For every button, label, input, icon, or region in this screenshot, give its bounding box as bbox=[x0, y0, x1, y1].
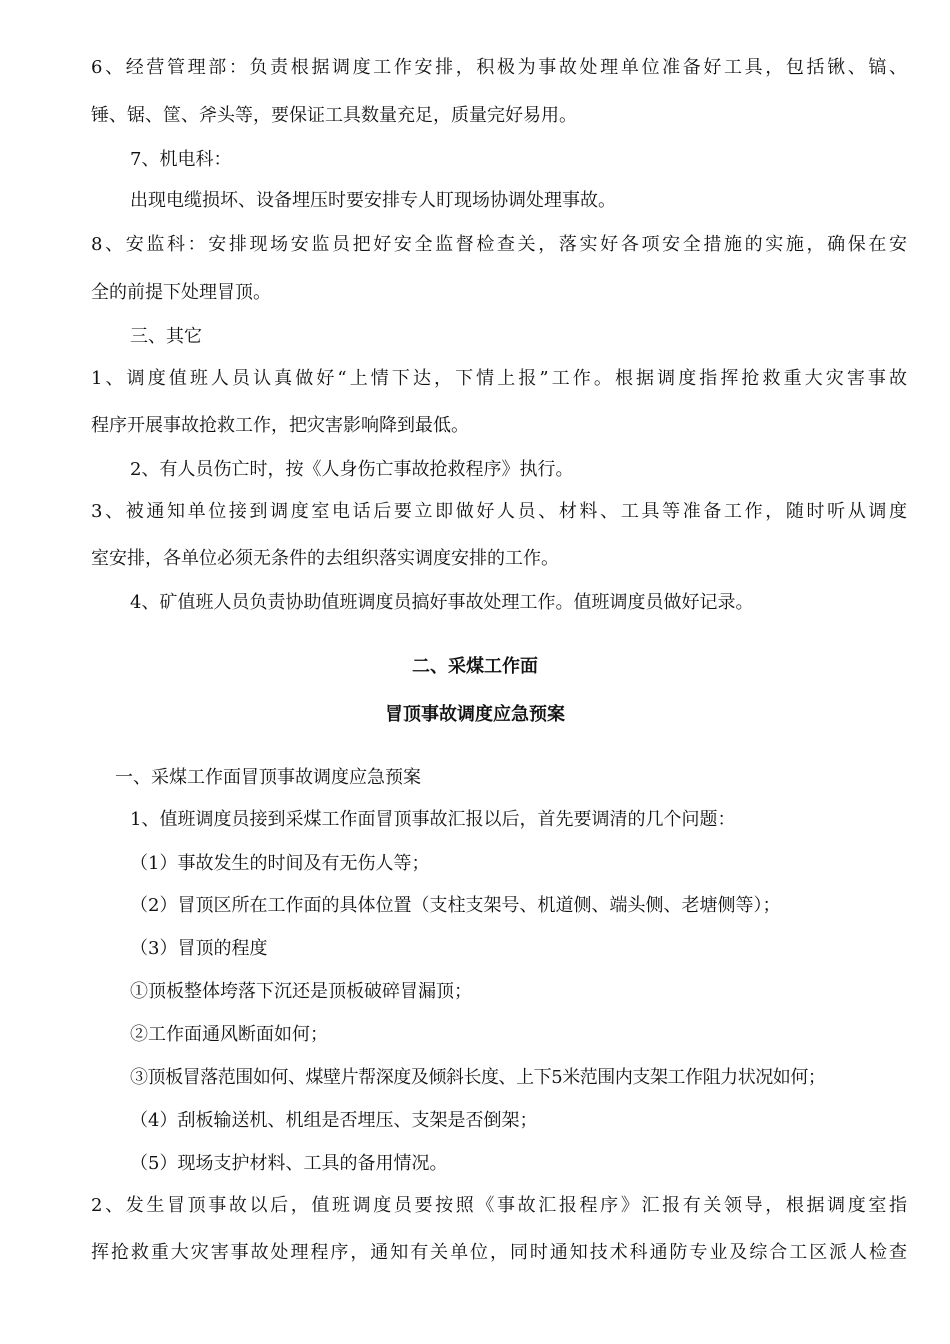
paragraph-line: 室安排，各单位必须无条件的去组织落实调度安排的工作。 bbox=[91, 548, 559, 569]
paragraph-line: 出现电缆损坏、设备埋压时要安排专人盯现场协调处理事故。 bbox=[130, 190, 616, 211]
page-subtitle: 冒顶事故调度应急预案 bbox=[385, 704, 565, 725]
paragraph-line: 6、经营管理部：负责根据调度工作安排，积极为事故处理单位准备好工具，包括锹、镐、 bbox=[91, 57, 907, 78]
paragraph-line: 锤、锯、筐、斧头等，要保证工具数量充足，质量完好易用。 bbox=[91, 105, 577, 126]
paragraph-line: 1、值班调度员接到采煤工作面冒顶事故汇报以后，首先要调清的几个问题： bbox=[130, 809, 736, 830]
paragraph-line: 3、被通知单位接到调度室电话后要立即做好人员、材料、工具等准备工作，随时听从调度 bbox=[91, 501, 907, 522]
section-heading: 一、采煤工作面冒顶事故调度应急预案 bbox=[115, 767, 421, 788]
list-item: ②工作面通风断面如何； bbox=[130, 1024, 328, 1045]
section-heading: 三、其它 bbox=[130, 326, 202, 347]
paragraph-line: 挥抢救重大灾害事故处理程序，通知有关单位，同时通知技术科通防专业及综合工区派人检查 bbox=[91, 1242, 907, 1263]
paragraph-line: 程序开展事故抢救工作，把灾害影响降到最低。 bbox=[91, 415, 469, 436]
list-item: ①顶板整体垮落下沉还是顶板破碎冒漏顶； bbox=[130, 981, 472, 1002]
list-item: （5）现场支护材料、工具的备用情况。 bbox=[130, 1153, 448, 1174]
paragraph-line: 1、调度值班人员认真做好“上情下达，下情上报”工作。根据调度指挥抢救重大灾害事故 bbox=[91, 368, 907, 389]
paragraph-line: 2、有人员伤亡时，按《人身伤亡事故抢救程序》执行。 bbox=[130, 459, 574, 480]
paragraph-line: 2、发生冒顶事故以后，值班调度员要按照《事故汇报程序》汇报有关领导，根据调度室指 bbox=[91, 1195, 907, 1216]
paragraph-line: 7、机电科： bbox=[130, 149, 232, 170]
paragraph-line: 4、矿值班人员负责协助值班调度员搞好事故处理工作。值班调度员做好记录。 bbox=[130, 592, 754, 613]
list-item: （1）事故发生的时间及有无伤人等； bbox=[130, 853, 430, 874]
list-item: ③顶板冒落范围如何、煤壁片帮深度及倾斜长度、上下5米范围内支架工作阻力状况如何； bbox=[130, 1067, 826, 1088]
list-item: （3）冒顶的程度 bbox=[130, 938, 268, 959]
list-item: （4）刮板输送机、机组是否埋压、支架是否倒架； bbox=[130, 1110, 538, 1131]
page-title: 二、采煤工作面 bbox=[412, 656, 538, 677]
paragraph-line: 全的前提下处理冒顶。 bbox=[91, 282, 271, 303]
list-item: （2）冒顶区所在工作面的具体位置（支柱支架号、机道侧、端头侧、老塘侧等）； bbox=[130, 895, 781, 916]
paragraph-line: 8、安监科：安排现场安监员把好安全监督检查关，落实好各项安全措施的实施，确保在安 bbox=[91, 234, 907, 255]
